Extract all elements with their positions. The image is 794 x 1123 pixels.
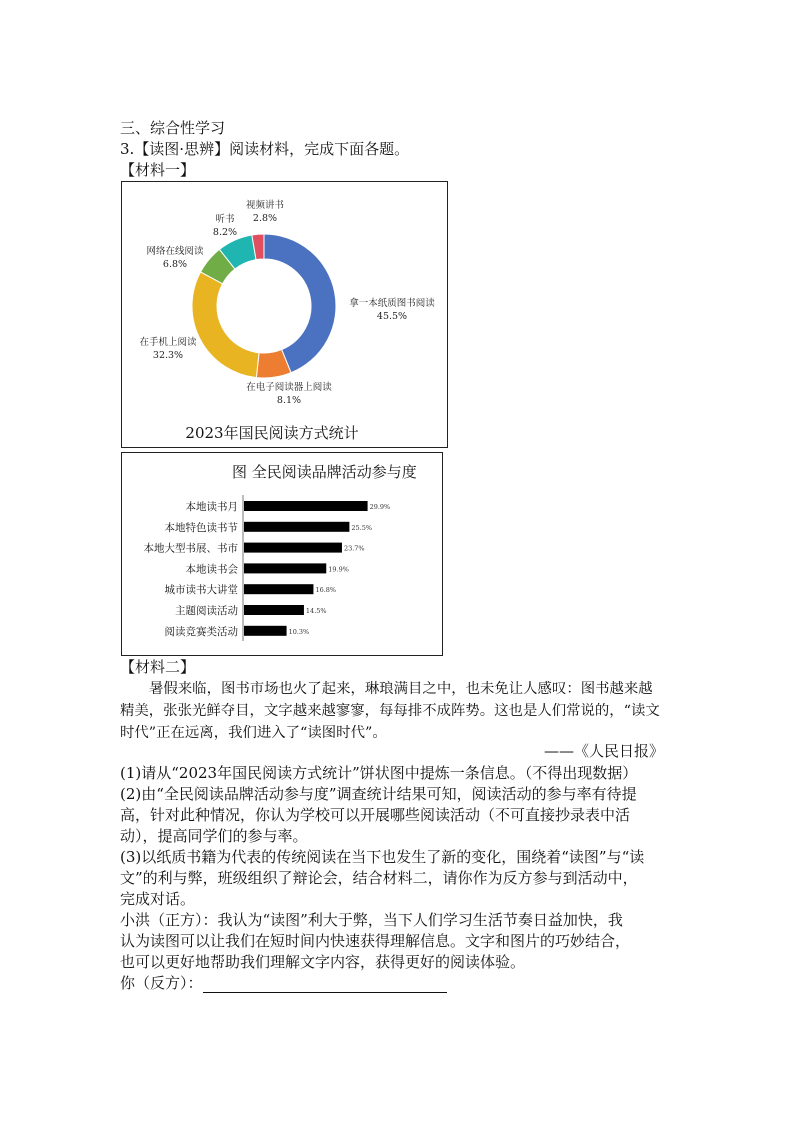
dialog-pro-line2: 认为读图可以让我们在短时间内快速获得理解信息。文字和图片的巧妙结合，: [120, 932, 631, 950]
bar-category-label: 本地读书会: [185, 563, 238, 576]
question-3-line3: 完成对话。: [120, 890, 196, 908]
bar: [244, 605, 304, 615]
bar-category-label: 阅读竞赛类活动: [164, 625, 238, 638]
question-3-line1: (3)以纸质书籍为代表的传统阅读在当下也发生了新的变化，围绕着“读图”与“读: [120, 848, 645, 866]
bar: [244, 501, 368, 511]
bar-value-label: 14.5%: [305, 607, 327, 615]
material2-source: ——《人民日报》: [544, 742, 665, 760]
bar-chart: [122, 453, 442, 655]
bar: [244, 563, 326, 573]
bar-category-label: 本地读书月: [185, 501, 238, 513]
slice-value-label: 45.5%: [376, 311, 408, 322]
slice-value-label: 8.2%: [212, 227, 238, 238]
answer-row: [120, 973, 447, 993]
material1-label: 【材料一】: [120, 161, 196, 179]
slice-value-label: 8.1%: [276, 395, 302, 406]
donut-chart: [122, 182, 447, 447]
dialog-pro-line1: 小洪（正方）：我认为“读图”利大于弊，当下人们学习生活节奏日益加快，我: [120, 911, 623, 929]
slice-value-label: 6.8%: [162, 259, 188, 270]
bar-value-label: 16.8%: [315, 586, 337, 595]
bar: [244, 626, 287, 636]
answer-blank[interactable]: [203, 978, 447, 993]
question-label: 3.【读图·思辨】阅读材料，完成下面各题。: [120, 140, 410, 158]
bar-category-label: 本地特色读书节: [164, 521, 238, 534]
material2-label: 【材料二】: [120, 658, 196, 676]
slice-label: 视频讲书: [245, 200, 285, 211]
material2-paragraph: 暑假来临，图书市场也火了起来，琳琅满目之中，也未免让人感叹：图书越来越精美，张张光鲜夺目，文字越来越寥寥，每每排不成阵势。这也是人们常说的，“读文时代”正在远离，我们进入了“读图时代”。: [120, 681, 660, 741]
bar-chart-box: [121, 452, 443, 656]
bar: [244, 584, 313, 594]
slice-label: 听书: [215, 214, 235, 225]
donut-slice: [192, 272, 259, 378]
section-title: 三、综合性学习: [120, 119, 226, 137]
bar-value-label: 23.7%: [343, 544, 365, 553]
question-2-line3: 动），提高同学们的参与率。: [120, 827, 308, 845]
question-2-line2: 高，针对此种情况，你认为学校可以开展哪些阅读活动（不可直接抄录表中活: [120, 806, 631, 824]
question-1: (1)请从“2023年国民阅读方式统计”饼状图中提炼一条信息。（不得出现数据）: [120, 764, 638, 782]
bar-value-label: 10.3%: [288, 627, 310, 636]
question-2-line1: (2)由“全民阅读品牌活动参与度”调查统计结果可知，阅读活动的参与率有待提: [120, 785, 637, 803]
bar-chart-title: 图 全民阅读品牌活动参与度: [232, 463, 417, 481]
slice-value-label: 32.3%: [152, 350, 184, 361]
bar-category-label: 本地大型书展、书市: [143, 542, 238, 555]
bar: [244, 543, 342, 553]
slice-label: 拿一本纸质图书阅读: [349, 298, 435, 309]
bar: [244, 522, 349, 532]
slice-label: 在手机上阅读: [139, 337, 197, 348]
slice-value-label: 2.8%: [252, 213, 278, 224]
bar-value-label: 29.9%: [369, 503, 391, 511]
donut-chart-box: [121, 181, 448, 448]
donut-chart-title: 2023年国民阅读方式统计: [185, 424, 359, 442]
dialog-pro-line3: 也可以更好地帮助我们理解文字内容，获得更好的阅读体验。: [120, 953, 526, 971]
bar-category-label: 城市读书大讲堂: [164, 584, 238, 597]
slice-label: 在电子阅读器上阅读: [246, 382, 332, 393]
bar-value-label: 19.9%: [328, 565, 349, 574]
bar-value-label: 25.5%: [351, 523, 373, 532]
bar-category-label: 主题阅读活动: [175, 605, 238, 617]
question-3-line2: 文”的利与弊，班级组织了辩论会，结合材料二，请你作为反方参与到活动中，: [120, 869, 638, 887]
answer-prefix: 你（反方）：: [120, 974, 203, 992]
slice-label: 网络在线阅读: [146, 246, 204, 257]
